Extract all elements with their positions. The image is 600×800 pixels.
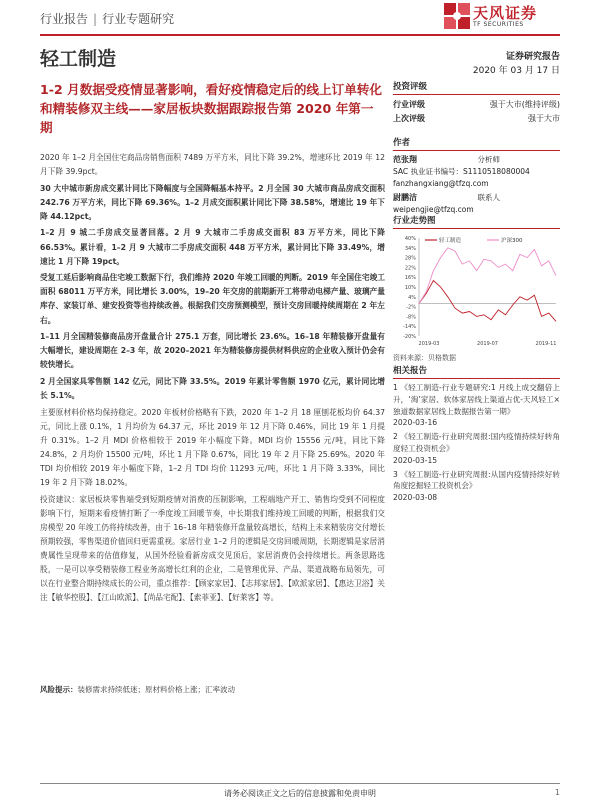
author-entry <box>393 192 560 216</box>
related-report-date: 2020-03-08 <box>393 493 438 503</box>
x-tick-label: 2019-03 <box>418 341 440 347</box>
logo-subtitle: TF SECURITIES <box>473 21 524 28</box>
y-tick-label: 4% <box>408 294 416 301</box>
related-report-date: 2020-03-15 <box>393 455 438 465</box>
legend-label: 沪深300 <box>501 238 523 244</box>
industry-trend-chart <box>393 230 560 350</box>
body-paragraph: 受复工延后影响商品住宅竣工数据下行，我们维持 2020 年竣工回暖的判断。2019 年全国住宅竣工面积 68011 万平方米，同比增长 3.00%，19–20 年交房的前期新开工将带动电梯产量、玻璃产量库存、家装订单、建安投资等也持续改善。根据我们交房预测模型，预计交房回暖持续周期在 2 年左右。 <box>40 273 385 325</box>
author-name: 范张翔 <box>393 155 417 164</box>
author-role: 联系人 <box>477 193 500 202</box>
page-number: 1 <box>554 788 560 797</box>
author-role: 分析师 <box>477 155 500 164</box>
risk-text: 装修需求持续低迷；原材料价格上涨；汇率波动 <box>77 685 235 694</box>
header-rule <box>40 34 560 36</box>
rating-value: 强于大市(维持评级) <box>489 100 560 109</box>
report-body <box>40 151 385 608</box>
rating-key: 行业评级 <box>393 100 425 109</box>
chart-source: 资料来源：贝格数据 <box>393 354 456 362</box>
footer-rule <box>40 783 560 784</box>
body-paragraph: 1–11 月全国精装修商品房开盘量合计 275.1 万套，同比增长 23.6%。16–18 年精装修开盘量有大幅增长，建设周期在 2–3 年，故 2020–2021 年为精装修房提供材料供应的企业收入预计仍会有较快增长。 <box>40 332 385 370</box>
author-name: 尉鹏洁 <box>393 193 417 202</box>
subcategory-label: 行业专题研究 <box>102 12 175 26</box>
y-tick-label: 28% <box>404 255 416 262</box>
related-heading: 相关报告 <box>393 364 560 379</box>
report-meta <box>473 50 560 78</box>
rating-value: 强于大市 <box>528 114 560 123</box>
authors-panel <box>393 136 560 216</box>
y-tick-label: 16% <box>404 275 416 282</box>
author-email: weipengjie@tfzq.com <box>393 205 474 214</box>
risk-label: 风险提示： <box>40 685 78 694</box>
related-list <box>393 382 560 504</box>
author-entry <box>393 154 560 190</box>
logo-mark-icon <box>444 3 470 29</box>
author-cert: SAC 执业证书编号：S1110518080004 <box>393 167 530 176</box>
related-report[interactable] <box>393 469 560 504</box>
legend-label: 轻工制造 <box>439 238 462 244</box>
x-tick-label: 2019-11 <box>535 341 557 347</box>
related-report-title: 3 《轻工制造-行业研究周报:从国内疫情持续好转角度挖掘轻工投资机会》 <box>393 469 560 491</box>
y-tick-label: -14% <box>403 324 416 331</box>
body-paragraph: 1–2 月 9 城二手房成交显著回落。2 月 9 大城市二手房成交面积 83 万平方米，同比下降 66.53%。累计看，1–2 月 9 大城市二手房成交面积 448 万平方米，累计同比下降 33.49%，增速比 1 月下降 19pct。 <box>40 228 385 266</box>
chart-heading: 行业走势图 <box>393 214 560 229</box>
related-report[interactable] <box>393 382 560 429</box>
logo-name: 天风证券 <box>473 4 538 22</box>
authors-heading: 作者 <box>393 136 560 151</box>
body-paragraph: 2020 年 1–2 月全国住宅商品房销售面积 7489 万平方米，同比下降 39.2%，增速环比 2019 年 12 月下降 39.9pct。 <box>40 153 385 177</box>
body-paragraph: 投资建议：家居板块零售端受到短期疫情对消费的压制影响，工程端地产开工、销售均受到不同程度影响下行，短期来看疫情打断了一季度竣工回暖节奏，中长期我们维持竣工回暖的判断，根据我们交房模型 20 年竣工仍将持续改善，由于 16–18 年精装修开盘量较高增长，结构上未来精装房交付增长预期较强，零售渠道价值回归更需重视。家居行业 1–2 月的逻辑是交房回暖周期，长期逻辑是家居消费属性呈现带来的估值修复，从国外经验看新房成交见顶后，家居消费仍会持续增长。两条思路选股，一是可以享受精装修工程业务高增长红利的企业，二是管理优异、产品、渠道战略布局领先，可以在行业整合期持续成长的公司，重点推荐：【顾家家居】、【志邦家居】、【欧派家居】、【惠达卫浴】关注【敏华控股】、【江山欧派】、【尚品宅配】、【索菲亚】、【好莱客】等。 <box>40 494 385 603</box>
x-tick-label: 2019-07 <box>477 341 498 347</box>
rating-row <box>393 112 560 126</box>
related-report-date: 2020-03-16 <box>393 418 438 428</box>
body-paragraph: 主要原材料价格均保持稳定。2020 年板材价格略有下跌，2020 年 1–2 月 18 厘刨花板均价 64.37 元，同比上涨 0.1%，1 月均价为 64.37 元，环比 2019 年 12 月下降 0.46%，同比 19 年 1 月提升 0.31%。1–2 月 MDI 价格相较于 2019 年小幅度下降。MDI 均价 15556 元/吨，同比下降 24.8%，2 月均价 15500 元/吨，环比 1 月下降 0.67%，同比 19 年 2 月下降 25.69%。2020 年 TDI 均价相较 2019 年小幅度下降，1–2 月 TDI 均价 11293 元/吨，环比 1 月下降 3.33%，同比 19 年 2 月下降 18.02%。 <box>40 407 385 488</box>
tf-securities-logo <box>444 2 564 32</box>
related-panel <box>393 364 560 506</box>
separator: | <box>93 12 98 26</box>
body-paragraph: 30 大中城市新房成交累计同比下降幅度与全国降幅基本持平。2 月全国 30 大城市商品房成交面积 242.76 万平方米，同比下降 69.36%。1–2 月成交面积累计同比下降 38.58%，增速比 19 年下降 44.12pct。 <box>40 183 385 221</box>
author-email: fanzhangxiang@tfzq.com <box>393 179 489 188</box>
report-type: 证券研究报告 <box>505 52 560 62</box>
y-tick-label: -8% <box>406 314 416 321</box>
related-report[interactable] <box>393 431 560 466</box>
y-tick-label: 10% <box>404 285 416 291</box>
series-line <box>419 281 556 322</box>
risk-warning <box>40 684 235 695</box>
rating-row <box>393 98 560 112</box>
category-label: 行业报告 <box>40 12 89 26</box>
rating-panel <box>393 80 560 126</box>
report-category <box>40 10 174 27</box>
related-report-title: 2 《轻工制造-行业研究周报:国内疫情持续好转角度轻工投资机会》 <box>393 432 560 453</box>
y-tick-label: 40% <box>404 236 416 242</box>
report-date: 2020 年 03 月 17 日 <box>472 66 560 76</box>
rating-heading: 投资评级 <box>393 80 560 95</box>
related-report-title: 1 《轻工制造-行业专题研究:1 月线上成交翻倍上升，‘淘’家居、软体家居线上渠道占优-天风轻工×独道数据家居线上数据报告第一期》 <box>393 383 560 416</box>
industry-title: 轻工制造 <box>40 48 117 70</box>
report-title: 1-2 月数据受疫情显著影响，看好疫情稳定后的线上订单转化和精装修双主线——家居板块数据跟踪报告第 2020 年第一期 <box>40 82 382 135</box>
y-tick-label: -2% <box>406 304 416 311</box>
y-tick-label: 34% <box>404 245 416 252</box>
y-tick-label: -20% <box>403 334 416 340</box>
body-paragraph: 2 月全国家具零售额 142 亿元，同比下降 33.5%。2019 年累计零售额 1970 亿元，累计同比增长 5.1%。 <box>40 376 385 400</box>
y-tick-label: 22% <box>404 265 416 272</box>
series-line <box>419 248 556 303</box>
rating-key: 上次评级 <box>393 114 425 123</box>
footer-disclaimer: 请务必阅读正文之后的信息披露和免责申明 <box>224 789 376 798</box>
